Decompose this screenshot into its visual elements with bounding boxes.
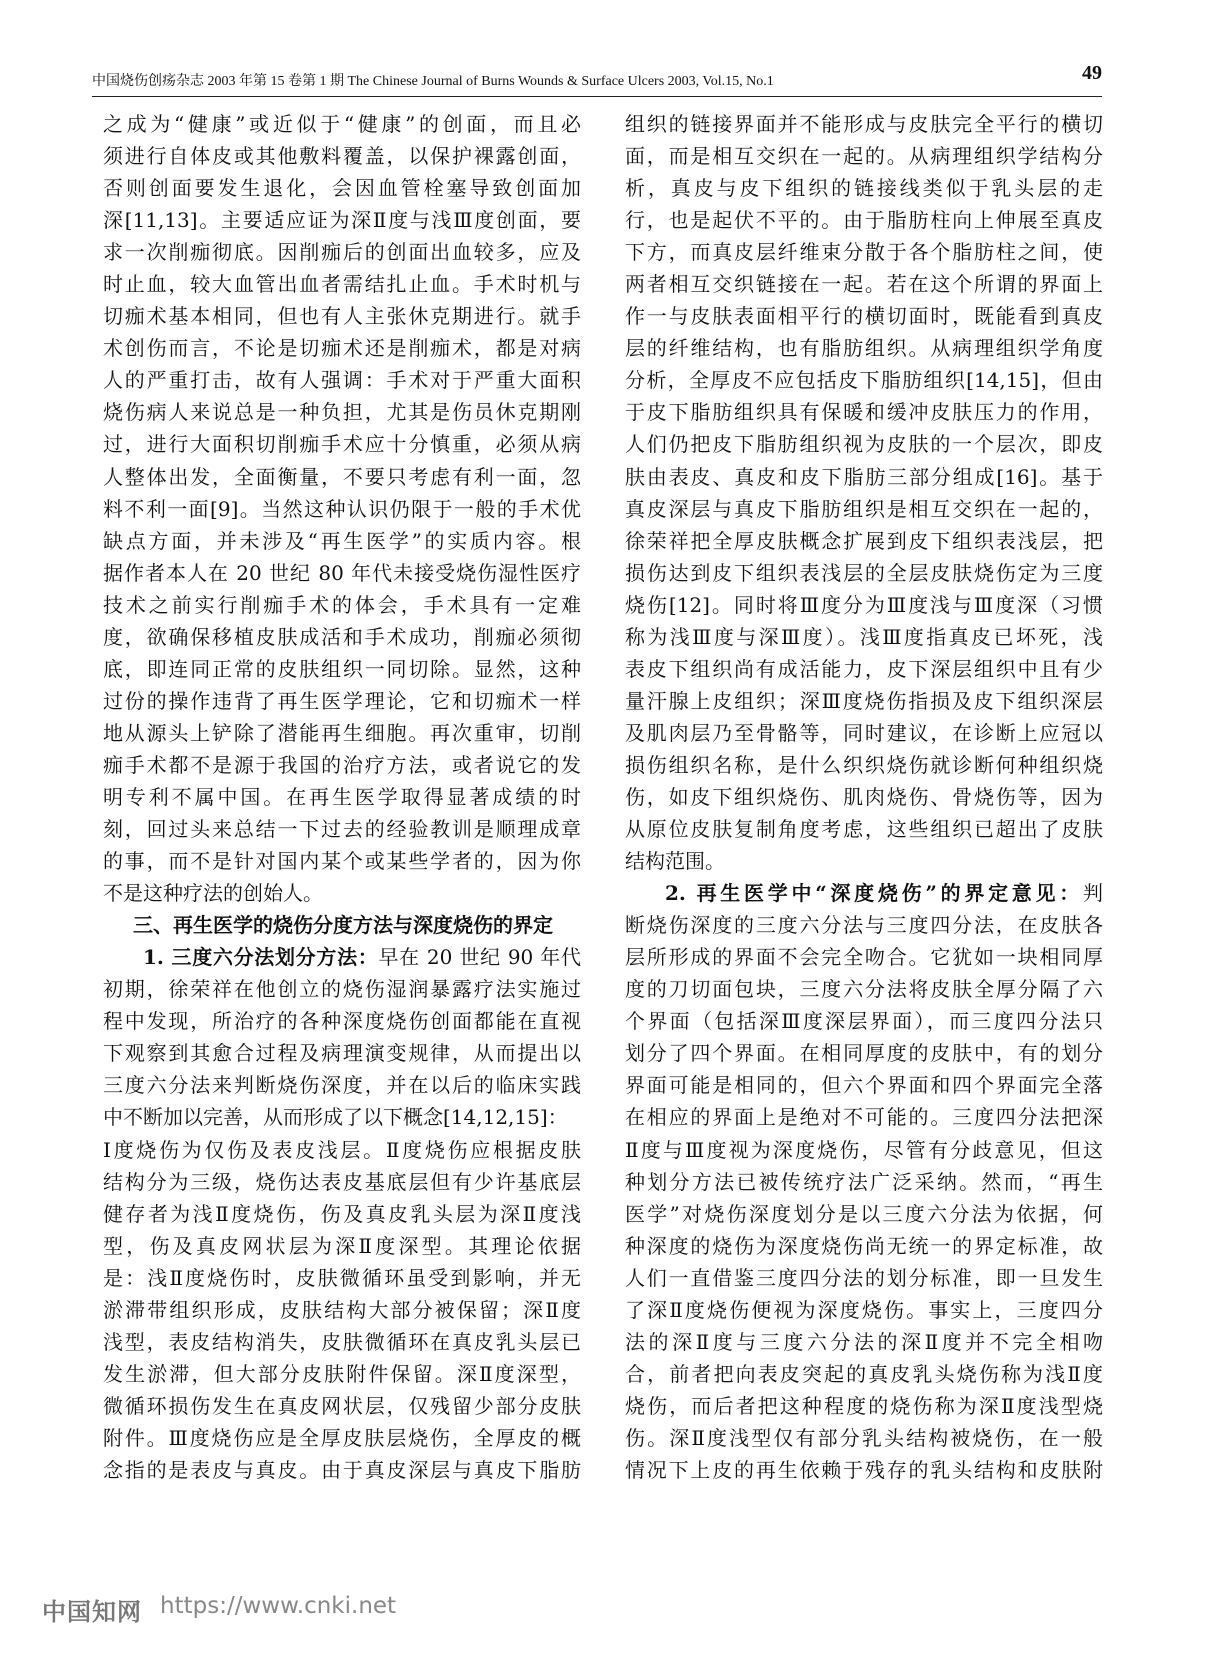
text-line: 表皮下组织尚有成活能力，皮下深层组织中且有少: [625, 656, 1103, 681]
text-line: 人们一直借鉴三度四分法的划分标准，即一旦发生: [625, 1265, 1103, 1290]
text-line: 过份的操作违背了再生医学理论，它和切痂术一样: [103, 688, 581, 713]
text-line: 求一次削痂彻底。因削痂后的创面出血较多，应及: [103, 240, 581, 265]
text-line: 层的纤维结构，也有脂肪组织。从病理组织学角度: [625, 336, 1103, 361]
cnki-logo: 中国知网: [42, 1598, 142, 1626]
text-line: 深[11,13]。主要适应证为深Ⅱ度与浅Ⅲ度创面，要: [103, 208, 581, 233]
text-line: 了深Ⅱ度烧伤便视为深度烧伤。事实上，三度四分: [625, 1297, 1103, 1322]
text-line: 人整体出发，全面衡量，不要只考虑有利一面，忽: [103, 464, 581, 489]
page-number: 49: [1082, 62, 1102, 84]
text-line: 否则创面要发生退化，会因血管栓塞导致创面加: [103, 176, 581, 201]
text-line: 度，欲确保移植皮肤成活和手术成功，削痂必须彻: [103, 624, 581, 649]
text-line: 种深度的烧伤为深度烧伤尚无统一的界定标准，故: [625, 1233, 1103, 1258]
journal-title: 中国烧伤创疡杂志 2003 年第 15 卷第 1 期 The Chinese Journal of Burns Wounds & Surface Ulcers 2003, Vol.15, No.1: [92, 74, 774, 89]
text-line: 断烧伤深度的三度六分法与三度四分法，在皮肤各: [625, 913, 1103, 938]
text-line: 发生淤滞，但大部分皮肤附件保留。深Ⅱ度深型，: [103, 1361, 581, 1386]
text-line: 痂手术都不是源于我国的治疗方法，或者说它的发: [103, 752, 581, 777]
text-line: 度的刀切面包块，三度六分法将皮肤全厚分隔了六: [625, 977, 1103, 1002]
text-line: 损伤组织名称，是什么织织烧伤就诊断何种组织烧: [625, 752, 1103, 777]
footer-url[interactable]: https://www.cnki.net: [160, 1593, 397, 1619]
text-line: 微循环损伤发生在真皮网状层，仅残留少部分皮肤: [103, 1393, 581, 1418]
text-line: 作一与皮肤表面相平行的横切面时，既能看到真皮: [625, 304, 1103, 329]
text-line: 于皮下脂肪组织具有保暖和缓冲皮肤压力的作用，: [625, 400, 1103, 425]
text-line: 刻，回过头来总结一下过去的经验教训是顺理成章: [103, 817, 581, 842]
text-line: 面，而是相互交织在一起的。从病理组织学结构分: [625, 144, 1103, 169]
text-line: 底，即连同正常的皮肤组织一同切除。显然，这种: [103, 656, 581, 681]
text-line: 称为浅Ⅲ度与深Ⅲ度）。浅Ⅲ度指真皮已坏死，浅: [625, 624, 1103, 649]
text-line: 肤由表皮、真皮和皮下脂肪三部分组成[16]。基于: [625, 464, 1103, 489]
text-line: 下方，而真皮层纤维束分散于各个脂肪柱之间，使: [625, 240, 1103, 265]
text-line: 淤滞带组织形成，皮肤结构大部分被保留；深Ⅱ度: [103, 1297, 581, 1322]
text-line: 三、再生医学的烧伤分度方法与深度烧伤的界定: [133, 913, 553, 938]
text-line: 人的严重打击，故有人强调：手术对于严重大面积: [103, 368, 581, 393]
text-line: 浅型，表皮结构消失，皮肤微循环在真皮乳头层已: [103, 1329, 581, 1354]
text-line: 合，前者把向表皮突起的真皮乳头烧伤称为浅Ⅱ度: [625, 1361, 1103, 1386]
text-line: 损伤达到皮下组织表浅层的全层皮肤烧伤定为三度: [625, 560, 1103, 585]
text-line: 情况下上皮的再生依赖于残存的乳头结构和皮肤附: [625, 1457, 1103, 1482]
left-column: [103, 108, 581, 1486]
text-line: 型，伤及真皮网状层为深Ⅱ度深型。其理论依据: [103, 1233, 581, 1258]
text-line: 1. 三度六分法划分方法：早在 20 世纪 90 年代: [143, 945, 582, 970]
text-line: 据作者本人在 20 世纪 80 年代未接受烧伤湿性医疗: [103, 560, 581, 585]
text-line: 技术之前实行削痂手术的体会，手术具有一定难: [103, 592, 581, 617]
text-line: 分析，全厚皮不应包括皮下脂肪组织[14,15]，但由: [625, 368, 1103, 393]
text-line: 附件。Ⅲ度烧伤应是全厚皮肤层烧伤，全厚皮的概: [103, 1425, 581, 1450]
text-line: 的事，而不是针对国内某个或某些学者的，因为你: [103, 849, 581, 874]
text-line: 2. 再生医学中“深度烧伤”的界定意见：判: [665, 881, 1103, 906]
text-line: 三度六分法来判断烧伤深度，并在以后的临床实践: [103, 1073, 581, 1098]
text-line: 之成为“健康”或近似于“健康”的创面，而且必: [103, 112, 581, 136]
text-line: 伤，如皮下组织烧伤、肌肉烧伤、骨烧伤等，因为: [625, 784, 1103, 809]
right-column: [625, 108, 1103, 1486]
text-line: 中不断加以完善，从而形成了以下概念[14,12,15]：: [103, 1105, 568, 1130]
text-line: 种划分方法已被传统疗法广泛采纳。然而，“再生: [625, 1169, 1103, 1194]
text-line: 时止血，较大血管出血者需结扎止血。手术时机与: [103, 272, 581, 297]
text-line: 量汗腺上皮组织；深Ⅲ度烧伤指损及皮下组织深层: [625, 688, 1103, 713]
text-line: 初期，徐荣祥在他创立的烧伤湿润暴露疗法实施过: [103, 977, 581, 1002]
text-line: 是：浅Ⅱ度烧伤时，皮肤微循环虽受到影响，并无: [103, 1265, 581, 1290]
text-line: 缺点方面，并未涉及“再生医学”的实质内容。根: [103, 528, 581, 553]
text-line: 结构范围。: [625, 849, 725, 874]
text-line: 切痂术基本相同，但也有人主张休克期进行。就手: [103, 304, 581, 329]
section-subheading: 2. 再生医学中“深度烧伤”的界定意见：: [665, 881, 1083, 906]
text-line: 及肌肉层乃至骨骼等，同时建议，在诊断上应冠以: [625, 720, 1103, 745]
text-line: 伤。深Ⅱ度浅型仅有部分乳头结构被烧伤，在一般: [625, 1425, 1103, 1450]
text-line: 析，真皮与皮下组织的链接线类似于乳头层的走: [625, 176, 1103, 201]
text-line: 念指的是表皮与真皮。由于真皮深层与真皮下脂肪: [103, 1457, 581, 1482]
text-line: Ⅰ度烧伤为仅伤及表皮浅层。Ⅱ度烧伤应根据皮肤: [103, 1137, 581, 1162]
section-subheading: 1. 三度六分法划分方法：: [143, 945, 379, 970]
text-line: 个界面（包括深Ⅲ度深层界面），而三度四分法只: [625, 1009, 1103, 1034]
text-line: 程中发现，所治疗的各种深度烧伤创面都能在直视: [103, 1009, 581, 1034]
text-line: 人们仍把皮下脂肪组织视为皮肤的一个层次，即皮: [625, 432, 1103, 457]
text-line: 组织的链接界面并不能形成与皮肤完全平行的横切: [625, 112, 1103, 136]
text-line: 徐荣祥把全厚皮肤概念扩展到皮下组织表浅层，把: [625, 528, 1103, 553]
text-line: 过，进行大面积切削痂手术应十分慎重，必须从病: [103, 432, 581, 457]
text-line: 烧伤[12]。同时将Ⅲ度分为Ⅲ度浅与Ⅲ度深（习惯: [625, 592, 1103, 617]
text-line: 层所形成的界面不会完全吻合。它犹如一块相同厚: [625, 945, 1103, 970]
text-line: 下观察到其愈合过程及病理演变规律，从而提出以: [103, 1041, 581, 1066]
text-line: 烧伤病人来说总是一种负担，尤其是伤员休克期刚: [103, 400, 581, 425]
text-line: 行，也是起伏不平的。由于脂肪柱向上伸展至真皮: [625, 208, 1103, 233]
text-line: 不是这种疗法的创始人。: [103, 881, 323, 906]
text-line: 界面可能是相同的，但六个界面和四个界面完全落: [625, 1073, 1103, 1098]
text-line: 料不利一面[9]。当然这种认识仍限于一般的手术优: [103, 496, 581, 521]
text-line: Ⅱ度与Ⅲ度视为深度烧伤，尽管有分歧意见，但这: [625, 1137, 1103, 1162]
text-line: 从原位皮肤复制角度考虑，这些组织已超出了皮肤: [625, 817, 1103, 842]
text-line: 结构分为三级，烧伤达表皮基底层但有少许基底层: [103, 1169, 581, 1194]
text-line: 烧伤，而后者把这种程度的烧伤称为深Ⅱ度浅型烧: [625, 1393, 1103, 1418]
text-line: 法的深Ⅱ度与三度六分法的深Ⅱ度并不完全相吻: [625, 1329, 1103, 1354]
text-line: 医学”对烧伤深度划分是以三度六分法为依据，何: [625, 1201, 1103, 1226]
text-line: 须进行自体皮或其他敷料覆盖，以保护裸露创面，: [103, 144, 581, 169]
text-line: 明专利不属中国。在再生医学取得显著成绩的时: [103, 784, 581, 809]
text-line: 两者相互交织链接在一起。若在这个所谓的界面上: [625, 272, 1103, 297]
text-line: 术创伤而言，不论是切痂术还是削痂术，都是对病: [103, 336, 581, 361]
text-line: 在相应的界面上是绝对不可能的。三度四分法把深: [625, 1105, 1103, 1130]
text-line: 健存者为浅Ⅱ度烧伤，伤及真皮乳头层为深Ⅱ度浅: [103, 1201, 581, 1226]
text-line: 划分了四个界面。在相同厚度的皮肤中，有的划分: [625, 1041, 1103, 1066]
text-line: 地从源头上铲除了潜能再生细胞。再次重审，切削: [103, 720, 581, 745]
text-line: 真皮深层与真皮下脂肪组织是相互交织在一起的，: [625, 496, 1103, 521]
running-header: [92, 62, 1102, 97]
